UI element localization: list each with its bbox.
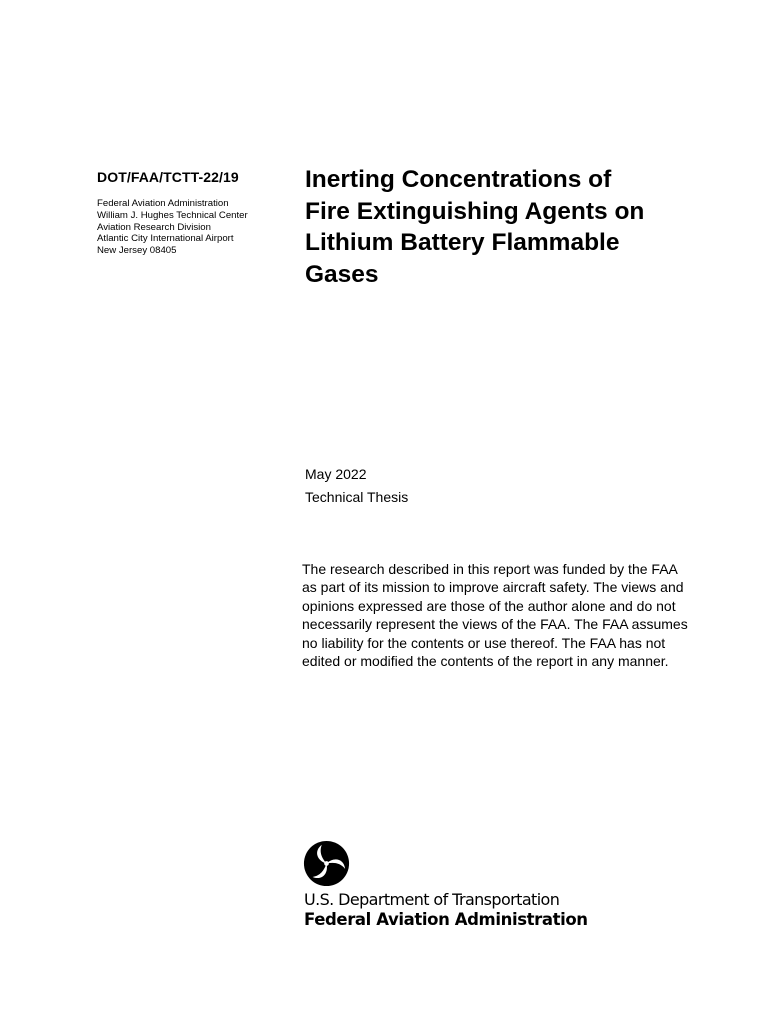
- organization-address: [97, 198, 282, 257]
- organization-line: Federal Aviation Administration: [97, 198, 229, 209]
- administration-name: Federal Aviation Administration: [304, 910, 588, 929]
- department-name: U.S. Department of Transportation: [304, 890, 560, 909]
- title-line: Inerting Concentrations of: [305, 166, 612, 193]
- disclaimer-line: necessarily represent the views of the FAA. The FAA assumes: [302, 616, 688, 633]
- organization-line: New Jersey 08405: [97, 245, 177, 257]
- report-number: DOT/FAA/TCTT-22/19: [97, 169, 239, 185]
- organization-line: Atlantic City International Airport: [97, 233, 234, 245]
- document-type: Technical Thesis: [305, 489, 409, 505]
- disclaimer-line: The research described in this report was funded by the FAA: [302, 561, 678, 577]
- disclaimer: [302, 560, 742, 670]
- organization-line: Aviation Research Division: [97, 221, 211, 233]
- disclaimer-line: edited or modified the contents of the report in any manner.: [302, 653, 669, 670]
- disclaimer-line: as part of its mission to improve aircraft safety. The views and: [302, 579, 684, 596]
- publication-info: [305, 463, 408, 509]
- disclaimer-line: no liability for the contents or use thereof. The FAA has not: [302, 634, 666, 651]
- disclaimer-line: opinions expressed are those of the author alone and do not: [302, 597, 676, 614]
- publication-date: May 2022: [305, 466, 367, 482]
- agency-signature: [304, 890, 588, 930]
- title-line: Lithium Battery Flammable: [305, 229, 620, 256]
- dot-triskelion-icon: [303, 840, 350, 887]
- title-line: Fire Extinguishing Agents on: [305, 197, 645, 225]
- organization-line: William J. Hughes Technical Center: [97, 209, 248, 221]
- report-title: [305, 164, 725, 290]
- title-line: Gases: [305, 260, 379, 288]
